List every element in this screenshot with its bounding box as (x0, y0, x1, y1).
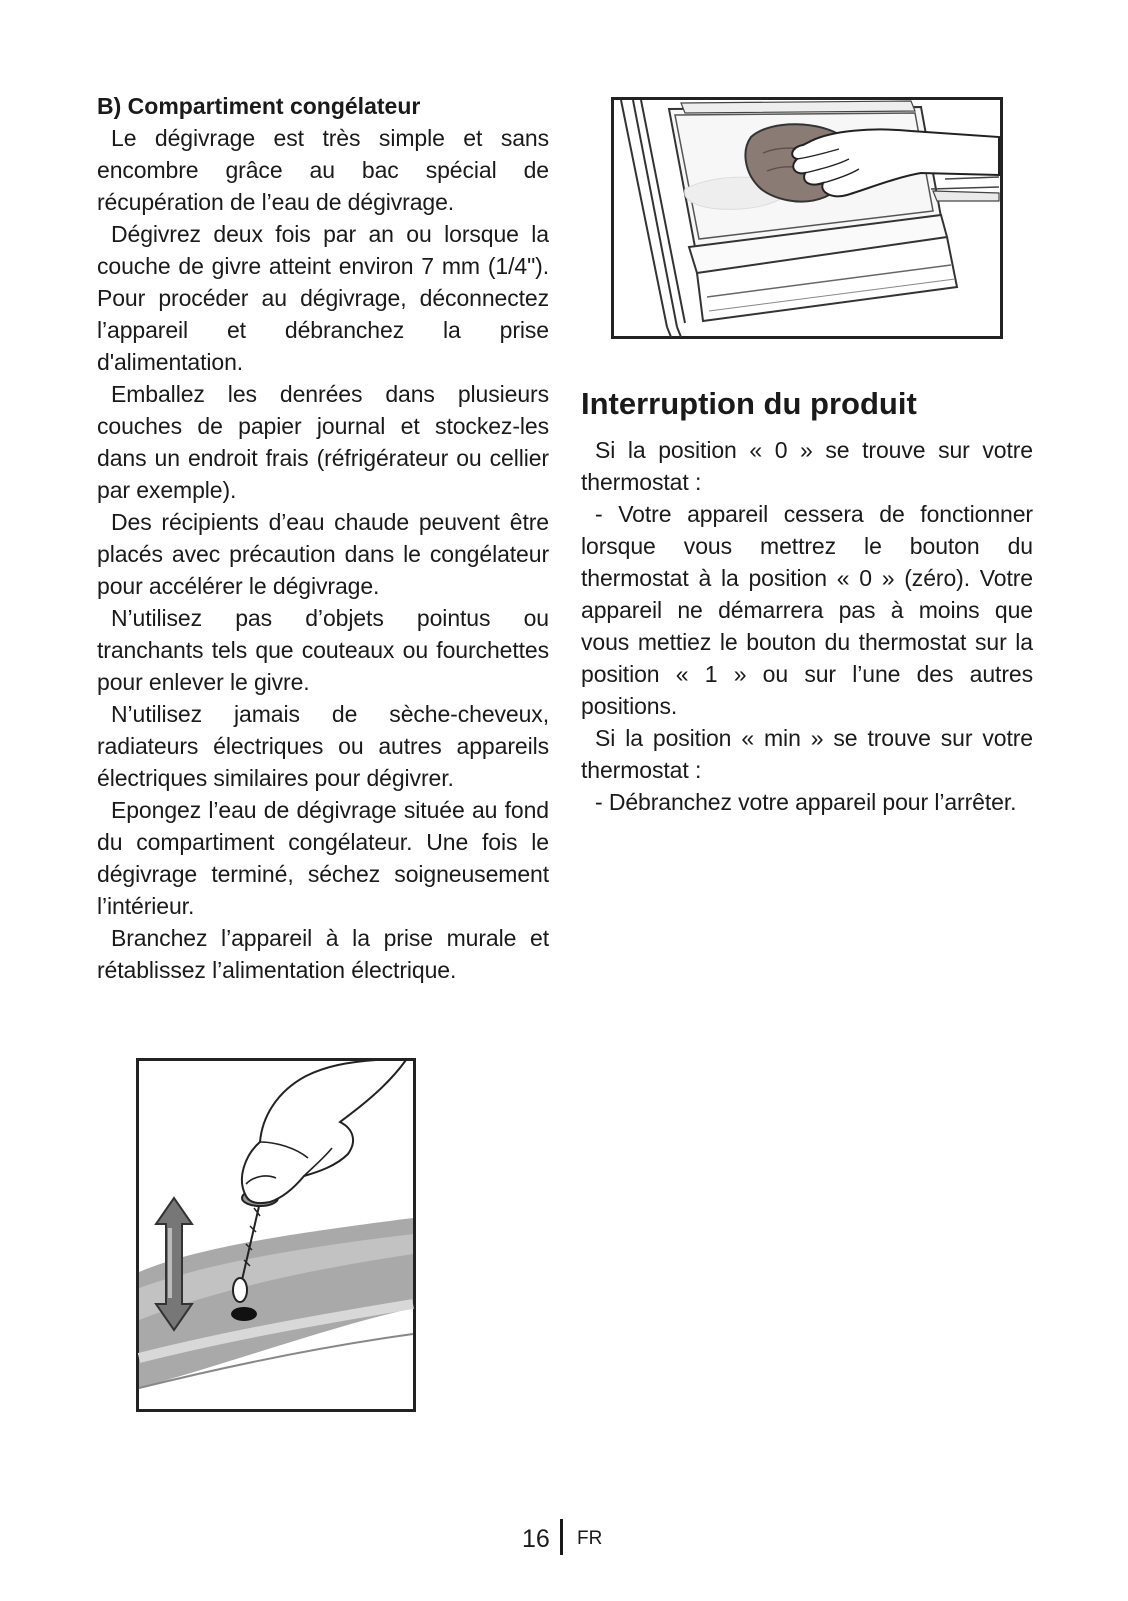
paragraph: Dégivrez deux fois par an ou lorsque la couche de givre atteint environ 7 mm (1/4"). Pour procéder au dégivrage, déconnectez l’appareil et débranchez la prise d'alimentation. (97, 221, 549, 375)
paragraph: Des récipients d’eau chaude peuvent être placés avec précaution dans le congélateur pour accélérer le dégivrage. (97, 509, 549, 599)
paragraph: - Votre appareil cessera de fonctionner lorsque vous mettrez le bouton du thermostat à la position « 0 » (zéro). Votre appareil ne démarrera pas à moins que vous mettiez le bouton du thermostat sur la position « 1 » ou sur l’une des autres positions. (581, 501, 1033, 719)
drain-hole-illustration (136, 1058, 416, 1412)
paragraph: N’utilisez jamais de sèche-cheveux, radiateurs électriques ou autres appareils électriques similaires pour dégivrer. (97, 701, 549, 791)
paragraph: Emballez les denrées dans plusieurs couches de papier journal et stockez-les dans un endroit frais (réfrigérateur ou cellier par exemple). (97, 381, 549, 503)
figure-drain-hole-cleaning (136, 1058, 416, 1412)
paragraph: Epongez l’eau de dégivrage située au fond du compartiment congélateur. Une fois le dégivrage terminé, séchez soigneusement l’intérieur. (97, 797, 549, 919)
page-footer (0, 1519, 1128, 1559)
page-number: 16 (522, 1525, 550, 1553)
footer-divider (560, 1519, 563, 1555)
subheading-freezer-compartment: B) Compartiment congélateur (97, 93, 421, 119)
right-column (581, 384, 1033, 818)
paragraph: Le dégivrage est très simple et sans encombre grâce au bac spécial de récupération de l’eau de dégivrage. (97, 125, 549, 215)
left-column (97, 91, 549, 986)
section-title-product-interruption: Interruption du produit (581, 386, 917, 421)
paragraph: N’utilisez pas d’objets pointus ou tranchants tels que couteaux ou fourchettes pour enlever le givre. (97, 605, 549, 695)
paragraph: - Débranchez votre appareil pour l’arrêter. (595, 789, 1017, 815)
paragraph: Si la position « 0 » se trouve sur votre thermostat : (581, 437, 1033, 495)
paragraph: Branchez l’appareil à la prise murale et rétablissez l’alimentation électrique. (97, 925, 549, 983)
language-code: FR (577, 1528, 603, 1549)
wiping-freezer-illustration (611, 97, 1003, 339)
figure-wiping-freezer (611, 97, 1003, 339)
paragraph: Si la position « min » se trouve sur votre thermostat : (581, 725, 1033, 783)
